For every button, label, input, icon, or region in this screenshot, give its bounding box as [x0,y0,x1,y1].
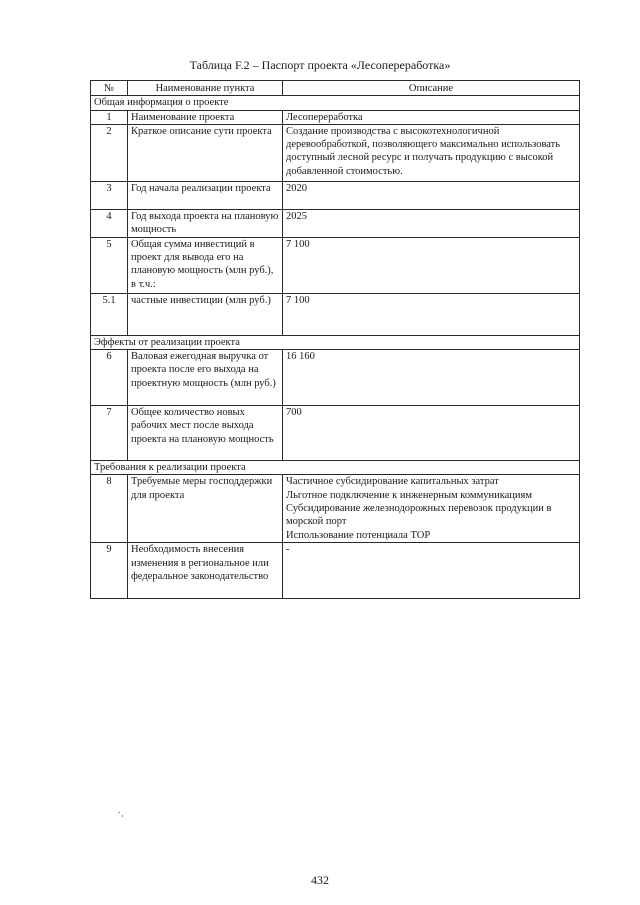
project-passport-table [90,80,580,599]
row-number: 3 [91,181,128,209]
section-effects: Эффекты от реализации проекта [91,335,580,349]
table-row [91,181,580,209]
section-row [91,461,580,475]
row-item-name: Общее количество новых рабочих мест после выхода проекта на плановую мощность [128,406,283,461]
table-row [91,293,580,335]
table-row [91,475,580,543]
row-item-name: Наименование проекта [128,110,283,124]
row-item-name: Краткое описание сути проекта [128,124,283,181]
table-row [91,209,580,237]
section-row [91,96,580,110]
section-general: Общая информация о проекте [91,96,580,110]
row-description: 2020 [283,181,580,209]
support-measure-line: Использование потенциала ТОР [286,529,431,541]
support-measure-line: Частичное субсидирование капитальных затрат [286,476,499,488]
row-description: 2025 [283,209,580,237]
row-description: 7 100 [283,293,580,335]
row-number: 4 [91,209,128,237]
row-description [283,475,580,543]
row-number: 8 [91,475,128,543]
header-description: Описание [283,81,580,96]
row-description: Лесопереработка [283,110,580,124]
row-number: 9 [91,543,128,599]
header-number: № [91,81,128,96]
row-number: 5 [91,237,128,293]
row-number: 6 [91,350,128,406]
scan-speck [118,812,120,813]
row-number: 1 [91,110,128,124]
row-item-name: частные инвестиции (млн руб.) [128,293,283,335]
row-description: 700 [283,406,580,461]
row-item-name: Год выхода проекта на плановую мощность [128,209,283,237]
support-measure-line: Льготное подключение к инженерным коммуникациям [286,489,533,501]
support-measure-line: Субсидирование железнодорожных перевозок продукции в морской порт [286,503,552,528]
table-row [91,406,580,461]
table-header-row [91,81,580,96]
table-row [91,350,580,406]
row-number: 2 [91,124,128,181]
section-row [91,335,580,349]
table-row [91,543,580,599]
scan-speck [122,815,123,817]
section-requirements: Требования к реализации проекта [91,461,580,475]
row-description: 7 100 [283,237,580,293]
row-item-name: Год начала реализации проекта [128,181,283,209]
header-item-name: Наименование пункта [128,81,283,96]
row-description: 16 160 [283,350,580,406]
page-number: 432 [311,873,329,887]
row-item-name: Валовая ежегодная выручка от проекта после его выхода на проектную мощность (млн руб.) [128,350,283,406]
row-number: 7 [91,406,128,461]
row-description: - [283,543,580,599]
row-item-name: Необходимость внесения изменения в региональное или федеральное законодательство [128,543,283,599]
row-item-name: Требуемые меры господдержки для проекта [128,475,283,543]
table-caption: Таблица F.2 – Паспорт проекта «Лесопереработка» [189,58,451,72]
row-number: 5.1 [91,293,128,335]
row-item-name: Общая сумма инвестиций в проект для вывода его на плановую мощность (млн руб.), в т.ч.: [128,237,283,293]
table-row [91,110,580,124]
row-description: Создание производства с высокотехнологичной деревообработкой, позволяющего максимально использовать доступный лесной ресурс и получать продукцию с высокой добавленной стоимостью. [283,124,580,181]
table-row [91,124,580,181]
table-row [91,237,580,293]
